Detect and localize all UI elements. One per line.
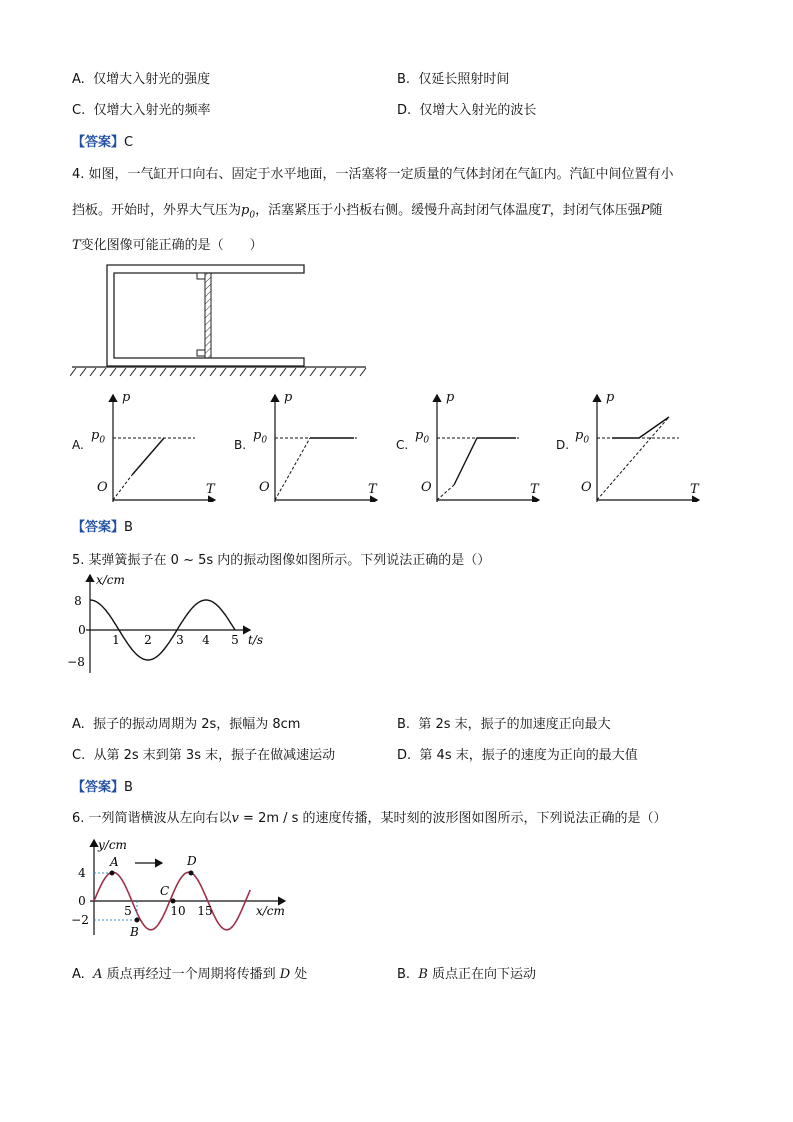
- option-letter: A.: [72, 72, 85, 87]
- piston: [205, 273, 211, 358]
- p0-tick-label: $p_0$: [253, 428, 268, 446]
- q3-answer: [72, 131, 133, 150]
- origin-label: O: [581, 480, 592, 495]
- point-d-dot: [189, 871, 194, 876]
- x-axis-label: t/s: [248, 633, 264, 647]
- x-tick-label: 4: [202, 633, 210, 647]
- x-tick-label: 10: [170, 904, 186, 918]
- p0-tick-label: $p_0$: [575, 428, 590, 446]
- p0-tick-label: $p_0$: [415, 428, 430, 446]
- text: 6. 一列简谐横波从左向右以: [72, 811, 232, 826]
- option-letter: C.: [396, 438, 409, 452]
- text: ，封闭气体压强: [549, 203, 641, 218]
- text: 随: [649, 203, 663, 218]
- answer-value: B: [124, 780, 133, 795]
- option-letter: C.: [72, 103, 86, 118]
- q4-stem-line2: [72, 199, 663, 221]
- subscript: 0: [99, 435, 106, 446]
- answer-value: C: [124, 135, 134, 150]
- p0-tick-label: $p_0$: [91, 428, 106, 446]
- pt-graph-option-c: [394, 390, 544, 502]
- option-text: 从第 2s 末到第 3s 末，振子在做减速运动: [93, 748, 336, 763]
- option-letter: B.: [397, 967, 411, 982]
- x-axis-label: x/cm: [256, 904, 285, 918]
- text: 变化图像可能正确的是（ ）: [80, 238, 263, 253]
- origin-label: O: [421, 480, 432, 495]
- t-axis-label: T: [690, 482, 699, 497]
- subscript: 0: [583, 435, 590, 446]
- x-tick-label: 5: [231, 633, 239, 647]
- dashed-segment: [113, 475, 132, 500]
- symbol-t: T: [541, 203, 550, 218]
- option-text: 振子的振动周期为 2s，振幅为 8cm: [93, 717, 301, 732]
- q5-vibration-graph: [60, 570, 280, 680]
- symbol-t: T: [72, 238, 81, 253]
- dashed-segment: [597, 417, 669, 500]
- y-tick-label: 8: [74, 594, 82, 608]
- text: ，活塞紧压于小挡板右侧。缓慢升高封闭气体温度: [255, 203, 542, 218]
- origin-label: O: [97, 480, 108, 495]
- y-tick-label: 0: [78, 894, 86, 908]
- option-text: 仅增大入射光的波长: [419, 103, 537, 118]
- q5-option-c: [72, 744, 335, 763]
- option-letter: A.: [72, 967, 85, 982]
- option-letter: D.: [556, 438, 570, 452]
- point-a-label: A: [110, 855, 119, 869]
- text: = 2m / s 的速度传播，某时刻的波形图如图所示，下列说法正确的是（）: [238, 811, 667, 826]
- option-letter: C.: [72, 748, 86, 763]
- x-tick-label: 15: [197, 904, 213, 918]
- option-text: 仅增大入射光的频率: [93, 103, 211, 118]
- answer-label: 【答案】: [72, 520, 125, 535]
- q3-option-c: [72, 99, 211, 118]
- subscript: 0: [423, 435, 430, 446]
- q5-option-a: [72, 713, 300, 732]
- x-tick-label: 1: [112, 633, 120, 647]
- p-axis-label: p: [122, 390, 131, 405]
- text: 挡板。开始时，外界大气压为: [72, 203, 242, 218]
- point-symbol: B: [418, 967, 428, 982]
- q4-answer: [72, 516, 133, 535]
- option-text: 质点再经过一个周期将传播到: [102, 967, 280, 982]
- dashed-segment: [275, 438, 310, 500]
- pt-graph: [232, 390, 382, 502]
- point-symbol: A: [93, 967, 103, 982]
- point-symbol: D: [279, 967, 291, 982]
- q6-stem: [72, 807, 667, 826]
- q5-answer: [72, 776, 133, 795]
- y-tick-label: 4: [78, 866, 86, 880]
- option-text: 仅增大入射光的强度: [93, 72, 211, 87]
- p-axis-label: p: [284, 390, 293, 405]
- q3-option-b: [397, 68, 509, 87]
- x-tick-label: 5: [124, 904, 132, 918]
- option-text: 处: [290, 967, 308, 982]
- option-letter: B.: [397, 72, 411, 87]
- option-letter: D.: [397, 103, 412, 118]
- answer-label: 【答案】: [72, 780, 125, 795]
- y-tick-label: −2: [71, 913, 89, 927]
- point-d-label: D: [187, 854, 197, 868]
- point-c-dot: [171, 899, 176, 904]
- p-axis-label: p: [606, 390, 615, 405]
- point-b-label: B: [130, 925, 139, 939]
- option-text: 质点正在向下运动: [427, 967, 537, 982]
- solid-segment: [454, 438, 516, 485]
- dashed-segment: [437, 485, 454, 500]
- symbol-p: P: [640, 203, 650, 218]
- option-letter: A.: [72, 438, 84, 452]
- option-letter: D.: [397, 748, 412, 763]
- q4-stem-line3: [72, 234, 263, 253]
- pt-graph: [554, 390, 704, 502]
- subscript: 0: [261, 435, 268, 446]
- pt-graph: [70, 390, 220, 502]
- answer-label: 【答案】: [72, 135, 125, 150]
- point-a-dot: [110, 871, 115, 876]
- t-axis-label: T: [530, 482, 539, 497]
- q5-option-d: [397, 744, 638, 763]
- q5-option-b: [397, 713, 611, 732]
- t-axis-label: T: [206, 482, 215, 497]
- symbol-p0: p: [241, 203, 250, 218]
- subscript: 0: [249, 210, 256, 221]
- y-tick-label: −8: [67, 655, 85, 669]
- option-letter: B.: [397, 717, 411, 732]
- t-axis-label: T: [368, 482, 377, 497]
- q3-option-a: [72, 68, 210, 87]
- x-tick-label: 2: [144, 633, 152, 647]
- pt-graph: [394, 390, 544, 502]
- y-tick-label: 0: [78, 623, 86, 637]
- origin-label: O: [259, 480, 270, 495]
- symbol-v: v: [231, 811, 239, 826]
- pt-graph-option-b: [232, 390, 382, 502]
- solid-segment: [132, 438, 164, 475]
- q4-stem-line1: 4. 如图，一气缸开口向右、固定于水平地面，一活塞将一定质量的气体封闭在气缸内。汽缸中间位置有小: [72, 167, 674, 182]
- option-letter: B.: [234, 438, 247, 452]
- pt-graph-option-a: [70, 390, 220, 502]
- pt-graph-option-d: [554, 390, 704, 502]
- ground-hatch: [70, 368, 366, 376]
- x-tick-label: 3: [176, 633, 184, 647]
- cylinder-diagram: [70, 262, 370, 380]
- y-axis-label: y/cm: [98, 838, 127, 852]
- q6-wave-graph: [60, 835, 300, 943]
- option-text: 第 2s 末，振子的加速度正向最大: [418, 717, 611, 732]
- point-c-label: C: [160, 884, 170, 898]
- stopper-bottom: [197, 350, 205, 356]
- point-b-dot: [135, 918, 140, 923]
- option-text: 仅延长照射时间: [418, 72, 510, 87]
- stopper-top: [197, 273, 205, 279]
- p-axis-label: p: [446, 390, 455, 405]
- option-letter: A.: [72, 717, 85, 732]
- q3-option-d: [397, 99, 536, 118]
- y-axis-label: x/cm: [96, 573, 125, 587]
- q5-stem: 5. 某弹簧振子在 0 ~ 5s 内的振动图像如图所示。下列说法正确的是（）: [72, 553, 491, 568]
- answer-value: B: [124, 520, 133, 535]
- q6-option-a: [72, 963, 307, 982]
- q6-option-b: [397, 963, 536, 982]
- option-text: 第 4s 末，振子的速度为正向的最大值: [419, 748, 638, 763]
